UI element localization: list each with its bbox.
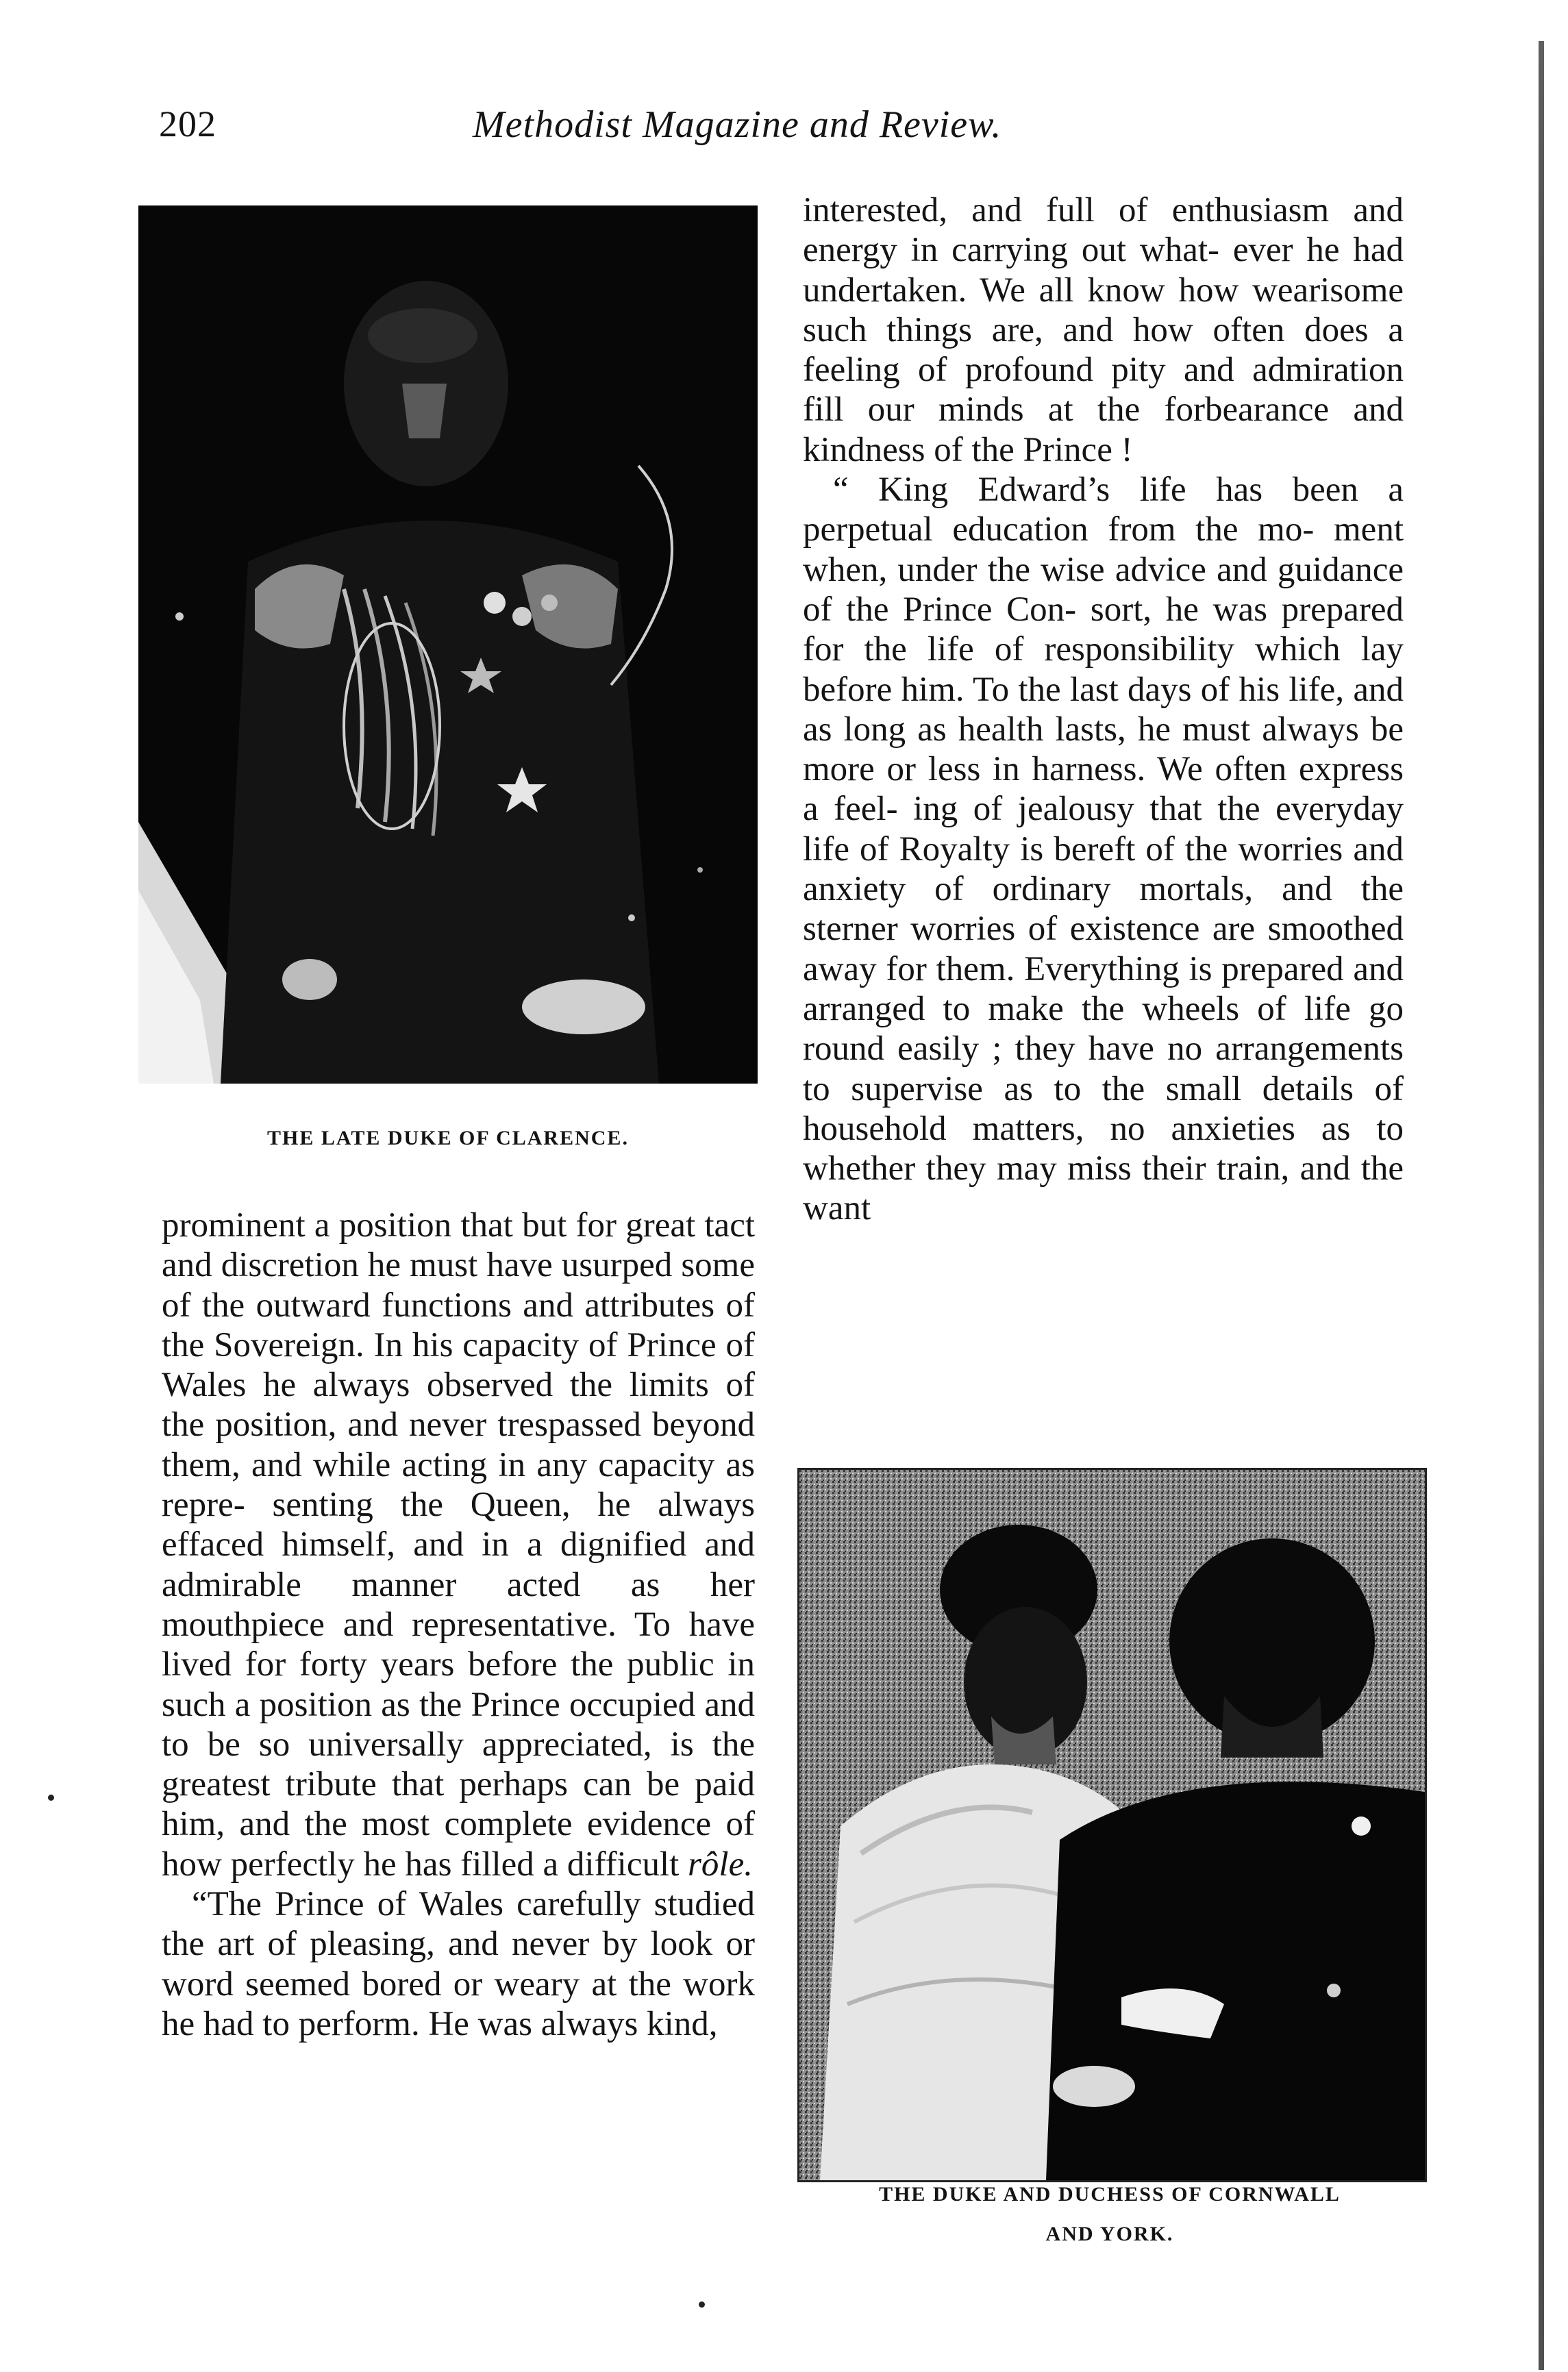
text-line: life of Royalty is bereft of the [803, 829, 1228, 869]
text-line: and admirable manner acted as [162, 1525, 755, 1604]
text-line: ment when, under the wise advice [803, 510, 1404, 589]
text-line: arrangements to supervise as to the [803, 1029, 1404, 1108]
caption-line: THE DUKE AND DUCHESS OF CORNWALL [879, 2183, 1341, 2206]
duke-and-duchess-portrait [797, 1468, 1427, 2182]
text-line: senting the Queen, he always [272, 1486, 755, 1525]
text-line: to perform. He was always kind, [262, 2004, 718, 2043]
text-line: greatest tribute that perhaps can [162, 1765, 632, 1804]
right-paragraph-1 [803, 190, 1404, 470]
caption-line: AND YORK. [1045, 2223, 1174, 2245]
left-column-text [162, 1206, 755, 2044]
text-line: the public in such a position as the [162, 1645, 756, 1724]
left-paragraph-1 [162, 1206, 755, 1884]
text-line: him. To the last days of his life, [901, 670, 1345, 709]
scan-speck [699, 2301, 705, 2308]
text-line: effaced himself, and in a dignified [162, 1525, 687, 1564]
text-line: ing of jealousy that the everyday [913, 790, 1404, 829]
text-line: To have lived for forty years before [162, 1605, 755, 1684]
text-line: bored or weary at the work he had [162, 1964, 755, 2043]
text-line: life go round easily ; they have no [803, 989, 1404, 1069]
text-line: and guidance of the Prince Con- [803, 550, 1404, 629]
text-line: may miss their train, and the want [803, 1149, 1404, 1228]
text-line: are, and how often does a feeling [803, 310, 1404, 390]
text-line: and kindness of the Prince ! [803, 390, 1404, 469]
right-paragraph-2 [803, 470, 1404, 1229]
text-line: have usurped some of the outward [162, 1246, 755, 1325]
text-line: arranged to make the wheels of [803, 989, 1286, 1028]
text-line: fill our minds at the forbearance [803, 390, 1330, 429]
text-line: must always be more or less in [803, 710, 1404, 789]
right-column-text [803, 190, 1404, 1229]
text-line: small details of household matters, [803, 1069, 1404, 1148]
text-line: and as long as health lasts, he [803, 670, 1404, 749]
text-line: know how wearisome such things [803, 271, 1404, 349]
text-line: harness. We often express a feel- [803, 750, 1404, 829]
text-line [460, 1845, 753, 1884]
text-line: sort, he was prepared for the life [803, 590, 1404, 669]
italic-word: rôle. [688, 1845, 753, 1884]
text-line: mortals, and the sterner worries of [803, 870, 1404, 949]
text-line: ever he had undertaken. We all [803, 231, 1404, 310]
binding-edge-shadow [1539, 41, 1544, 2370]
text-line: “The Prince of Wales carefully [192, 1885, 641, 1924]
clarence-caption: THE LATE DUKE OF CLARENCE. [267, 1127, 629, 1149]
text-line: trespassed beyond them, and while [162, 1406, 756, 1484]
left-paragraph-2 [162, 1884, 755, 2044]
text-line: and energy in carrying out what- [803, 191, 1404, 270]
text-line: her mouthpiece and representative. [162, 1565, 756, 1644]
text-line: functions and attributes of the [162, 1286, 755, 1364]
text-line: no anxieties as to whether they [803, 1109, 1404, 1188]
text-line: of responsibility which lay before [803, 630, 1404, 709]
text-line: the limits of the position, and never [162, 1366, 756, 1445]
scan-speck [48, 1795, 54, 1801]
text-line: them. Everything is prepared and [936, 949, 1404, 988]
text-line: evidence of how perfectly he has [162, 1805, 755, 1884]
text-line: Sovereign. In his capacity of [214, 1325, 618, 1364]
text-line: perpetual education from the mo- [803, 510, 1315, 549]
text-line: existence are smoothed away for [803, 910, 1404, 988]
text-line: prominent a position that but for [162, 1206, 617, 1245]
cornwall-caption [788, 2175, 1432, 2254]
running-title: Methodist Magazine and Review. [473, 103, 1002, 146]
text-line: never by look or word seemed [162, 1925, 755, 2003]
text-line: Prince of Wales he always observed [162, 1325, 756, 1405]
text-line: universally appreciated, is the [308, 1725, 756, 1764]
text-line: interested, and full of enthusiasm [803, 191, 1330, 229]
text-line: be paid him, and the most complete [162, 1765, 756, 1844]
text-line: worries and anxiety of ordinary [803, 829, 1404, 909]
page-number: 202 [159, 103, 216, 145]
text-line: great tact and discretion he must [162, 1206, 756, 1285]
text-fragment: filled a difficult [460, 1845, 688, 1884]
text-line: Prince occupied and to be so [162, 1685, 755, 1764]
duke-of-clarence-portrait [138, 205, 758, 1084]
text-line: acting in any capacity as repre- [162, 1445, 755, 1525]
text-line: “ King Edward’s life has been a [833, 471, 1404, 510]
text-line: studied the art of pleasing, and [162, 1885, 755, 1964]
text-line: of profound pity and admiration [918, 351, 1404, 390]
